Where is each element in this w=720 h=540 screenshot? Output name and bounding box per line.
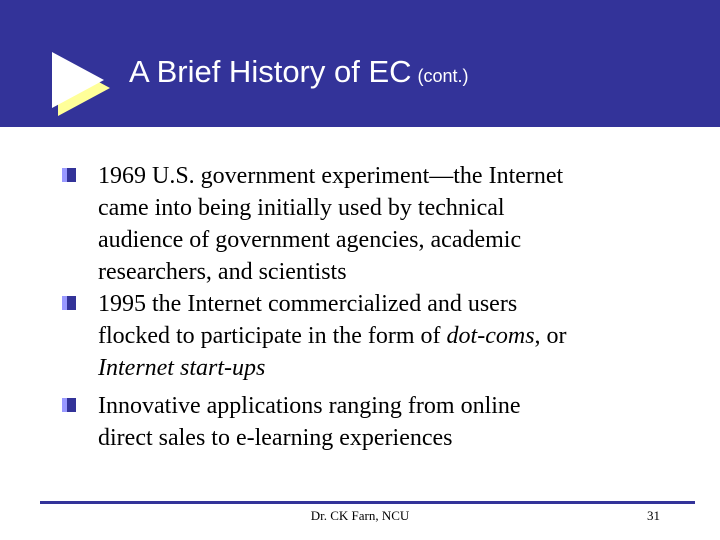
slide-title-main: A Brief History of EC bbox=[129, 54, 412, 89]
footer-author: Dr. CK Farn, NCU bbox=[310, 508, 410, 523]
square-bullet-icon bbox=[62, 168, 76, 182]
footer-divider bbox=[40, 501, 695, 504]
bullet-line: direct sales to e-learning experiences bbox=[98, 425, 453, 451]
bullet-line-part: flocked to participate in the form of bbox=[98, 323, 447, 349]
square-bullet-icon bbox=[62, 296, 76, 310]
bullet-line: 1969 U.S. government experiment—the Internet bbox=[98, 163, 564, 189]
bullet-line: researchers, and scientists bbox=[98, 259, 347, 285]
square-bullet-icon bbox=[62, 398, 76, 412]
bullet-line: 1995 the Internet commercialized and users bbox=[98, 291, 518, 317]
bullet-text bbox=[98, 160, 678, 288]
bullet-text bbox=[98, 390, 678, 454]
bullet-line bbox=[98, 320, 678, 352]
bullet-text bbox=[98, 288, 678, 384]
page-number: 31 bbox=[647, 508, 660, 523]
bullet-line-italic: dot-coms bbox=[446, 323, 535, 349]
slide-title-suffix: (cont.) bbox=[417, 66, 469, 86]
bullet-line-part: , or bbox=[534, 323, 567, 349]
bullet-line: Internet start-ups bbox=[98, 355, 266, 381]
bullet-line: Innovative applications ranging from online bbox=[98, 393, 521, 419]
bullet-line: audience of government agencies, academic bbox=[98, 227, 522, 253]
bullet-line: came into being initially used by technical bbox=[98, 195, 505, 221]
